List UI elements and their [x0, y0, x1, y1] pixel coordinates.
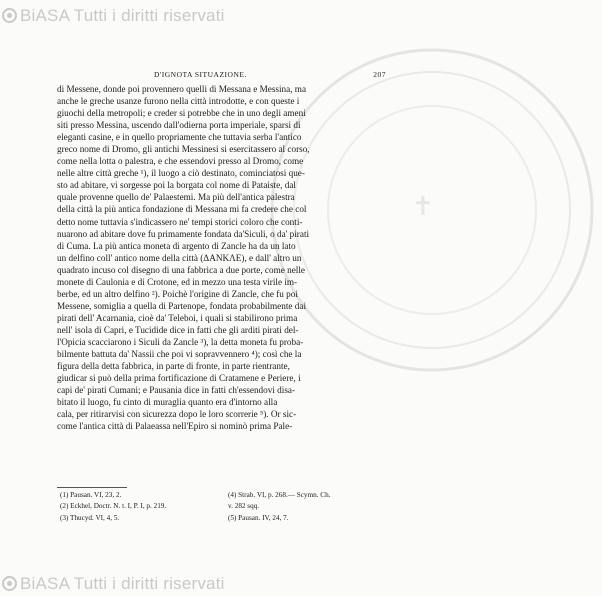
body-line: berbe, ed un altro delfino ²). Poichè l'origine di Zancle, che fu poi: [57, 288, 298, 299]
body-line: di Messene, donde poi provennero quelli di Messana e Messina, ma: [57, 84, 307, 94]
page-number: 207: [373, 70, 386, 79]
body-line: monete di Caulonia e di Crotone, ed in mezzo una testa virile im-: [57, 276, 298, 287]
body-line: siti presso Messina, uscendo dall'odierna porta imperiale, sparsi di: [57, 120, 301, 131]
footnote: (1) Pausan. VI, 23, 2.: [60, 491, 122, 499]
body-line: giudicar si può della prima fortificazione di Cratamene e Periere, i: [57, 373, 301, 384]
body-line: nuarono ad abitare dove fu primamente fondata da'Siculi, o da' pirati: [57, 228, 310, 239]
footnote-divider: [57, 487, 127, 488]
footnote: (2) Eckhel, Doctr. N. t. I, P. I, p. 219.: [60, 502, 167, 511]
footnote: (3) Thucyd. VI, 4, 5.: [60, 513, 120, 522]
body-line: nell' isola di Capri, e Tucidide dice in fatti che gli arditi pirati del-: [57, 324, 299, 335]
biasa-logo-icon: [2, 576, 17, 591]
body-text: [57, 83, 387, 432]
body-line: quale provenne quello de' Palaestemi. Ma più dell'antica palestra: [57, 192, 295, 203]
watermark-bottom: [2, 574, 426, 594]
body-line: eleganti casine, e in quello propriamente che tuttavia serba l'antico: [57, 132, 302, 143]
body-line: anche le greche usanze furono nella città introdotte, e con queste i: [57, 96, 300, 107]
footnote: (5) Pausan. IV, 24, 7.: [228, 513, 289, 522]
body-line: della città la più antica fondazione di Messana mi fa credere che col: [57, 204, 307, 215]
body-line: bitato il luogo, fu cinto di muraglia quanto era d'intorno alla: [57, 397, 278, 408]
body-line: detto nome tuttavia s'indicassero ne' tempi storici coloro che conti-: [57, 216, 303, 227]
body-line: un delfino coll' antico nome della città (ΔΑΝΚΛΕ), e dall' altro un: [57, 252, 302, 263]
watermark-bottom-text: BiASA Tutti i diritti riservati: [20, 574, 225, 593]
footnote: (4) Strab. VI, p. 268.— Scymn. Ch.: [228, 491, 331, 499]
body-line: greco nome di Dromo, gli antichi Messinesi si esercitassero al corso,: [57, 144, 310, 155]
running-head: [56, 70, 386, 82]
body-line: pirati dell' Acarnania, cioè da' Teleboi, i quali si stabilirono prima: [57, 312, 298, 323]
body-line: come l'antica città di Palaeassa nell'Epiro si nominò prima Pale-: [57, 421, 293, 432]
body-line: quadrato incuso col disegno di una fabbrica a due porte, come nelle: [57, 264, 305, 275]
body-line: sto ad abitare, vi sorgesse poi la borgata col nome di Pataiste, dal: [57, 180, 296, 191]
watermark-top-text: BiASA Tutti i diritti riservati: [20, 6, 225, 25]
body-line: di Cuma. La più antica moneta di argento di Zancle ha da un lato: [57, 240, 296, 251]
footnote: v. 282 sqq.: [228, 502, 260, 511]
svg-text:✝: ✝: [412, 192, 434, 221]
running-title: D'IGNOTA SITUAZIONE.: [154, 70, 247, 79]
watermark-top: [2, 6, 426, 26]
footnotes-left: [60, 490, 220, 524]
body-line: figura della detta fabbrica, in parte di fronte, in parte rientrante,: [57, 361, 290, 372]
body-line: nelle altre città greche ¹), il luogo a ciò destinato, cominciatosi que-: [57, 168, 305, 179]
body-line: cala, per ritirarvisi con sicurezza dopo le loro scorrerie ⁵). Or sic-: [57, 409, 297, 420]
footnotes-right: [228, 490, 388, 524]
body-line: bilmente battuta da' Nassii che poi vi sopravvennero ⁴); così che la: [57, 349, 302, 360]
body-line: Messene, somiglia a quella di Partenope, fondata probabilmente dai: [57, 300, 307, 311]
body-line: come nella lotta o palestra, e che essendovi presso al Dromo, come: [57, 156, 304, 167]
body-line: capi de' pirati Cumani; e Pausania dice in fatti ch'essendovi disa-: [57, 385, 296, 396]
body-line: l'Opicia scacciarono i Siculi da Zancle ³), la detta moneta fu proba-: [57, 336, 304, 347]
body-line: giuochi della metropoli; e creder si potrebbe che in uno degli ameni: [57, 108, 306, 119]
biasa-logo-icon: [2, 8, 17, 23]
